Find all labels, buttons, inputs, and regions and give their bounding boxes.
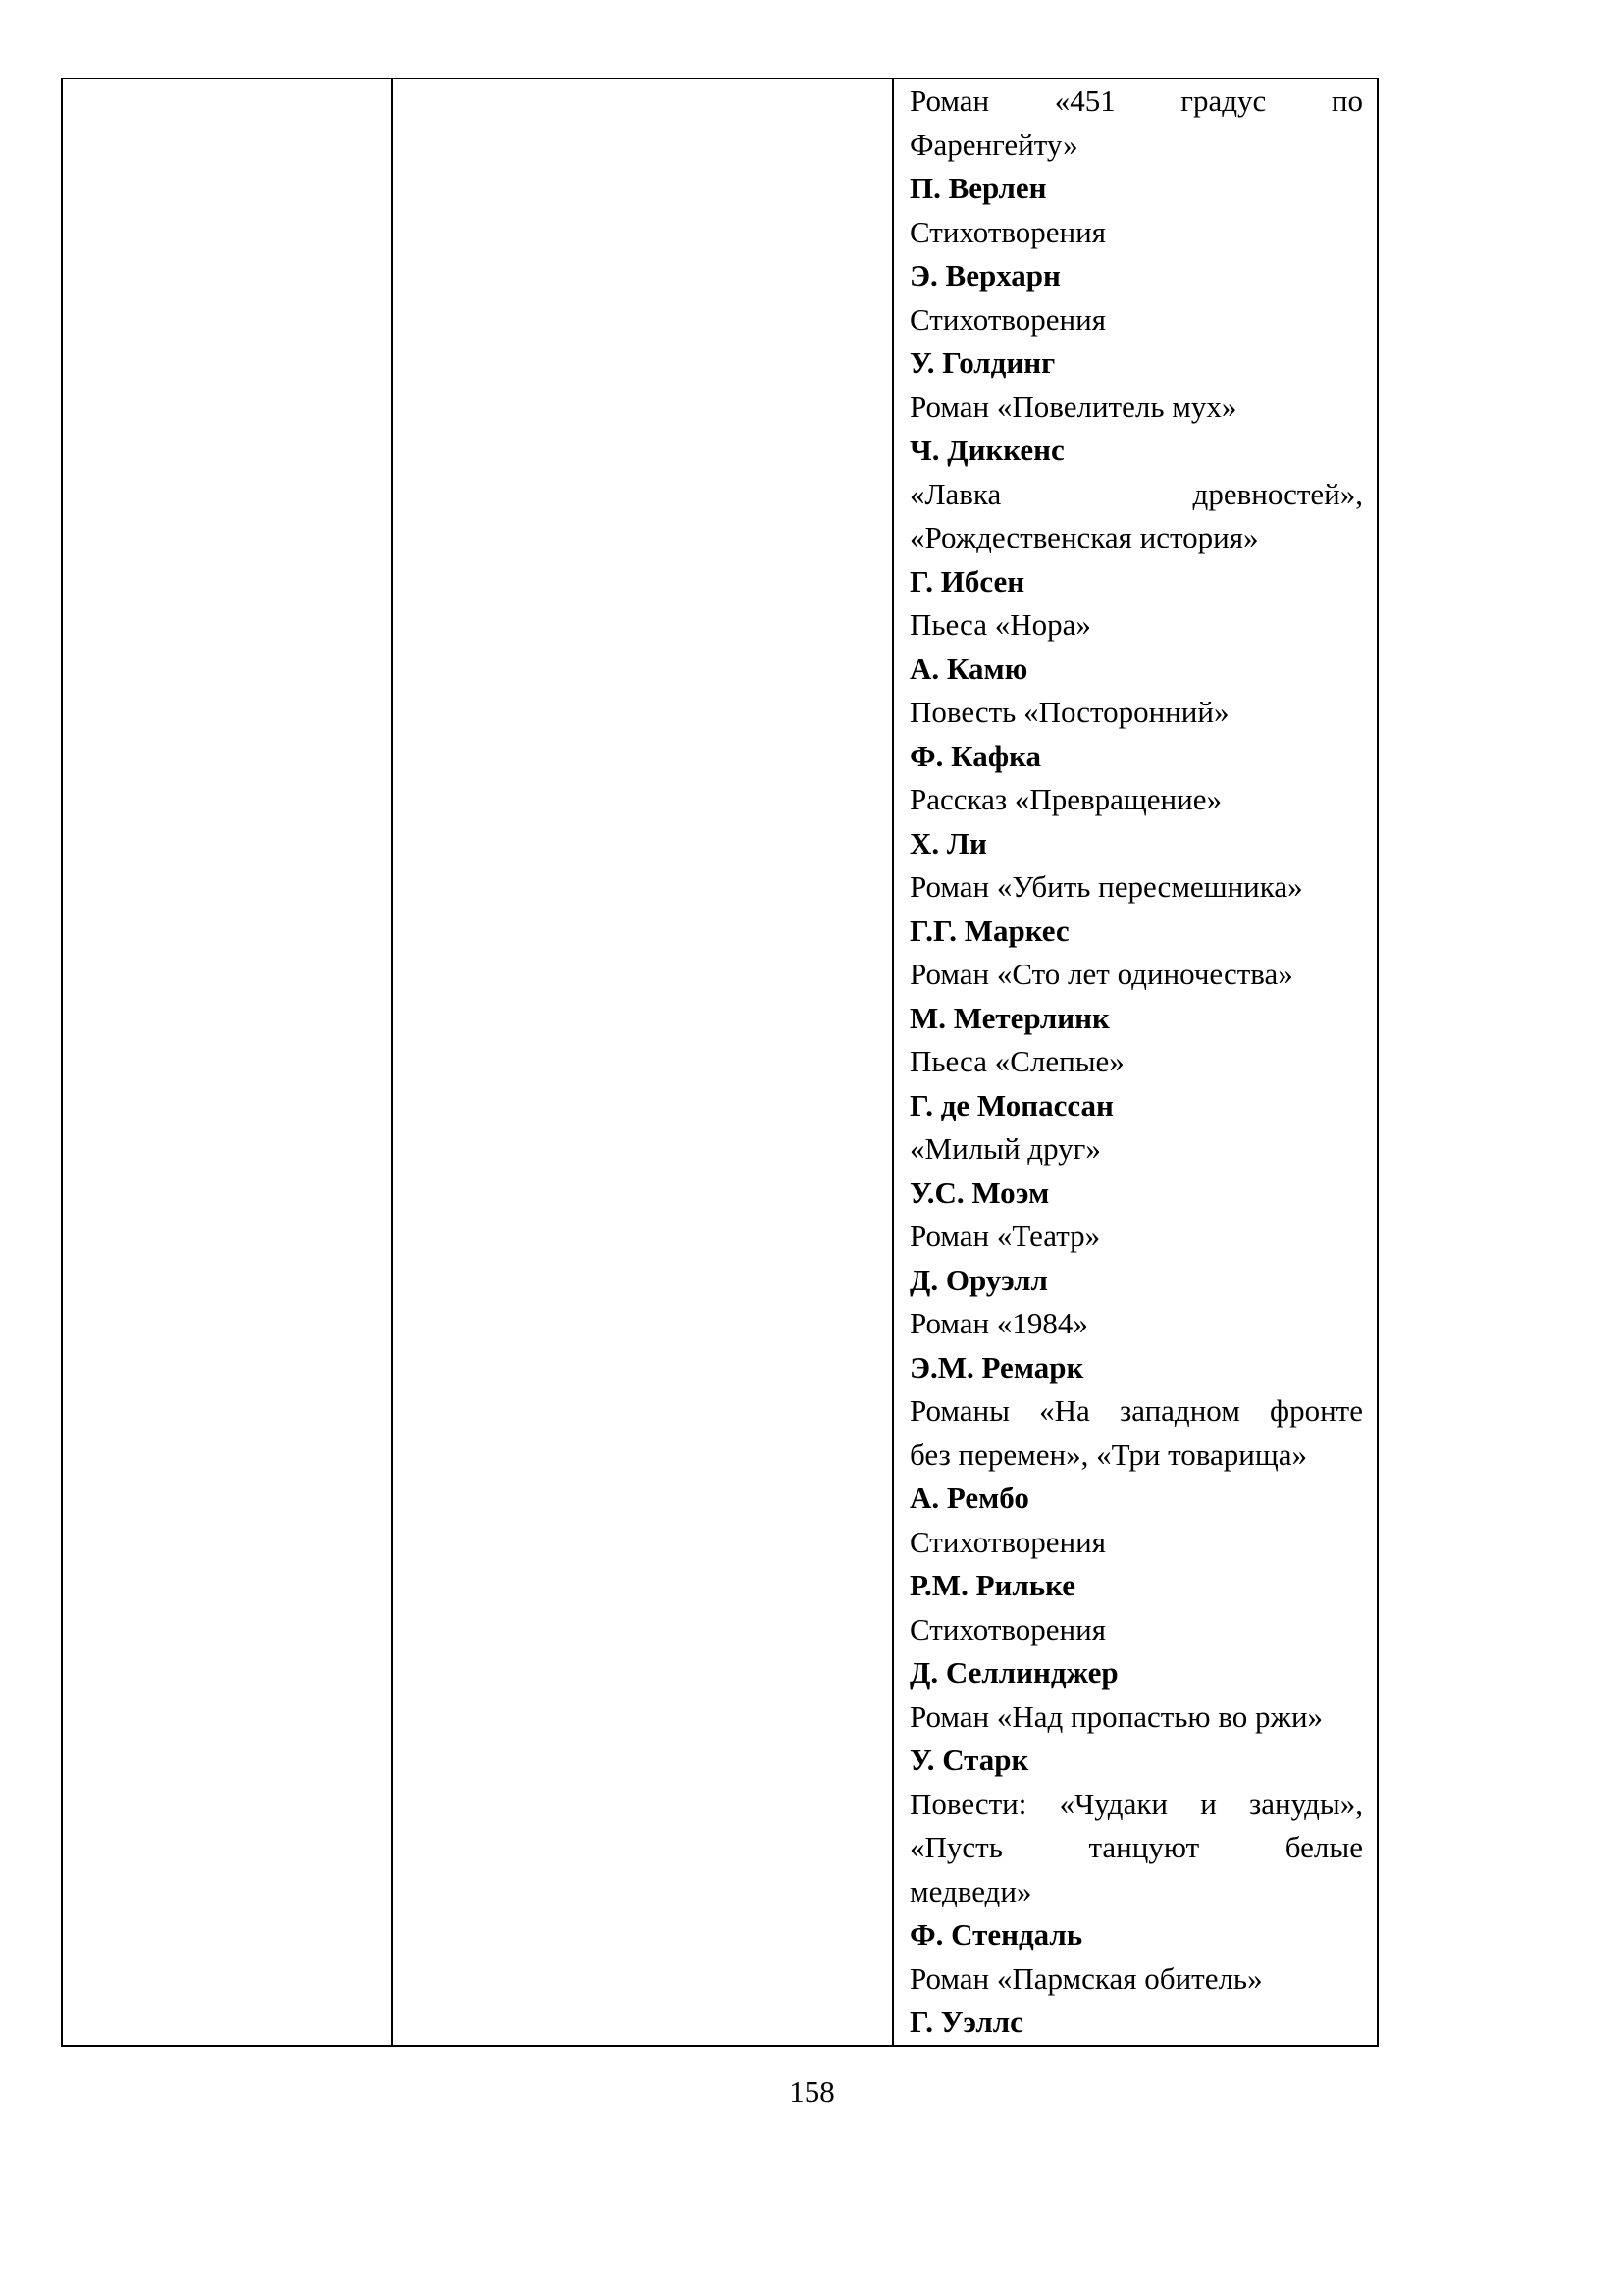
author-name: Р.М. Рильке — [910, 1568, 1076, 1602]
work-title-line: медведи» — [910, 1873, 1032, 1908]
author-name: Э.М. Ремарк — [910, 1349, 1084, 1384]
author-name: Ч. Диккенс — [910, 433, 1065, 467]
table-cell-empty-2 — [392, 78, 893, 2046]
author-name: У.С. Моэм — [910, 1174, 1050, 1210]
page-number: 158 — [789, 2074, 835, 2109]
table-cell-works — [893, 78, 1378, 2046]
work-title-line: Роман «Сто лет одиночества» — [910, 957, 1293, 991]
table-cell-empty-1 — [62, 78, 392, 2046]
author-name: П. Верлен — [910, 171, 1047, 205]
work-title-line: Пьеса «Слепые» — [910, 1044, 1125, 1078]
work-title-line: Стихотворения — [910, 1524, 1106, 1559]
work-title-line: Роман «Повелитель мух» — [910, 389, 1237, 424]
work-title-line: Романы «На западном фронте — [910, 1393, 1363, 1428]
author-name: Г. де Мопассан — [910, 1087, 1114, 1122]
work-title-line: «Милый друг» — [910, 1131, 1101, 1166]
work-title-line: Стихотворения — [910, 301, 1106, 337]
work-title-line: «Лавка древностей», — [910, 476, 1363, 511]
author-name: Ф. Кафка — [910, 738, 1042, 773]
author-name: М. Метерлинк — [910, 1000, 1110, 1035]
work-title-line: Роман «Убить пересмешника» — [910, 869, 1303, 904]
author-name: Х. Ли — [910, 825, 987, 861]
work-title-line: Повести: «Чудаки и зануды», — [910, 1786, 1363, 1821]
work-title-line: Стихотворения — [910, 1611, 1106, 1646]
work-title-line: Роман «Театр» — [910, 1219, 1101, 1253]
author-name: А. Камю — [910, 651, 1028, 686]
work-title-line: Стихотворения — [910, 214, 1106, 249]
work-title-line: без перемен», «Три товарища» — [910, 1436, 1308, 1472]
work-title-line: Роман «451 градус по — [910, 83, 1363, 118]
work-title-line: Роман «1984» — [910, 1306, 1088, 1340]
author-name: Г. Уэллс — [910, 2005, 1023, 2039]
author-name: У. Голдинг — [910, 345, 1056, 380]
author-name: Ф. Стендаль — [910, 1917, 1083, 1952]
work-title-line: Пьеса «Нора» — [910, 607, 1091, 642]
author-name: Д. Селлинджер — [910, 1655, 1119, 1690]
work-title-line: Фаренгейту» — [910, 127, 1078, 162]
work-title-line: Повесть «Посторонний» — [910, 695, 1230, 729]
work-title-line: Роман «Пармская обитель» — [910, 1960, 1263, 1996]
author-name: Э. Верхарн — [910, 258, 1061, 292]
author-name: Г.Г. Маркес — [910, 913, 1070, 948]
work-title-line: Рассказ «Превращение» — [910, 782, 1222, 816]
author-name: У. Старк — [910, 1743, 1029, 1777]
work-title-line: «Рождественская история» — [910, 520, 1259, 554]
author-name: Д. Оруэлл — [910, 1262, 1048, 1297]
work-title-line: Роман «Над пропастью во ржи» — [910, 1698, 1324, 1734]
literature-table — [61, 78, 1379, 2047]
table-row — [62, 78, 1378, 2046]
works-list — [894, 79, 1377, 2045]
author-name: А. Рембо — [910, 1481, 1029, 1515]
author-name: Г. Ибсен — [910, 563, 1025, 599]
work-title-line: «Пусть танцуют белые — [910, 1830, 1363, 1864]
